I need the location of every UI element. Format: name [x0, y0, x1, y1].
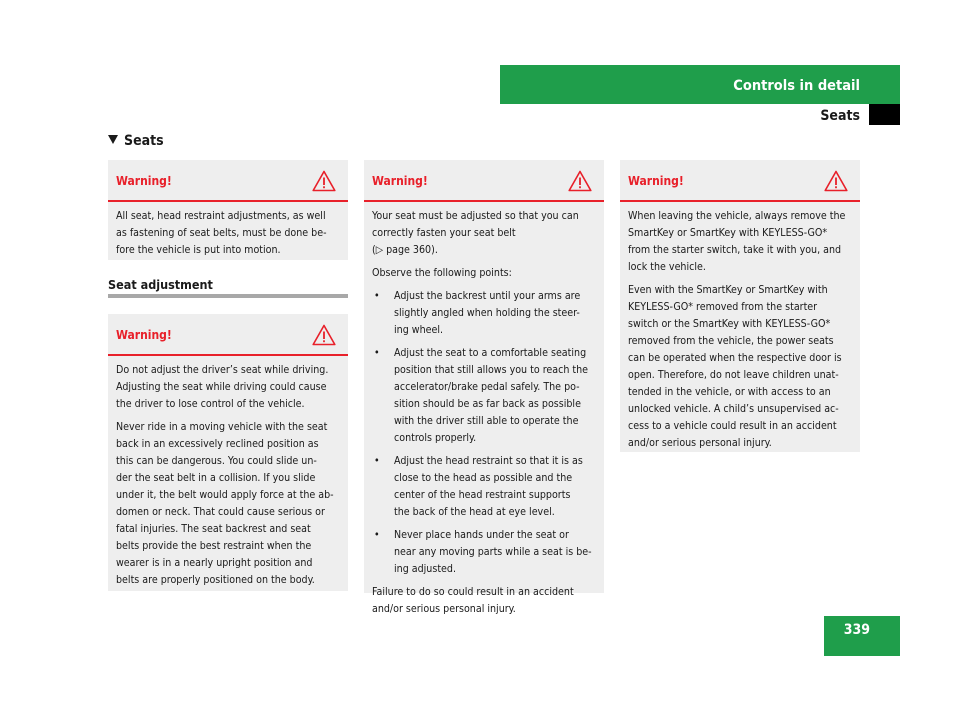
warning-title: Warning! — [116, 174, 172, 188]
chapter-title: Controls in detail — [733, 78, 860, 94]
warning-paragraph: Do not adjust the driver’s seat while driving. Adjusting the seat while driving could cause the driver to lose control of the vehicle. — [116, 364, 329, 410]
bullet: • — [374, 290, 380, 302]
subsection-heading: Seat adjustment — [108, 277, 213, 292]
warning-lead: Observe the following points: — [372, 267, 512, 279]
list-item: • Adjust the head restraint so that it is as close to the head as possible and the center of the head restraint supports the back of the head at eye level. — [374, 455, 583, 518]
bullet: • — [374, 455, 380, 467]
warning-box-1 — [108, 160, 348, 260]
warning-paragraph: Never ride in a moving vehicle with the seat back in an excessively reclined position as this can be dangerous. You could slide un- der the seat belt in a collision. If you slide under it, the belt would apply force at the ab- domen or neck. That could cause serious or fatal injuries. The seat backrest and seat belts provide the best restraint when the wearer is in a nearly upright position and belts are properly positioned on the body. — [116, 421, 334, 586]
warning-header — [364, 160, 604, 202]
page-reference: (▷ page 360). — [372, 244, 438, 256]
warning-paragraph: Failure to do so could result in an accident and/or serious personal injury. — [372, 586, 574, 615]
warning-body — [620, 202, 860, 466]
triangle-down-icon — [108, 135, 118, 144]
warning-box-4 — [620, 160, 860, 452]
bullet: • — [374, 347, 380, 359]
warning-title: Warning! — [372, 174, 428, 188]
subsection-rule — [108, 294, 348, 298]
chapter-subtitle: Seats — [820, 108, 860, 124]
warning-paragraph: Your seat must be adjusted so that you can correctly fasten your seat belt (▷ page 360). — [372, 208, 596, 259]
warning-triangle-icon — [312, 324, 336, 346]
warning-header — [620, 160, 860, 202]
warning-triangle-icon — [312, 170, 336, 192]
warning-paragraph: Even with the SmartKey or SmartKey with KEYLESS-GO* removed from the starter switch or the SmartKey with KEYLESS-GO* removed from the vehicle, the power seats can be operated when the respective door is open. Therefore, do not leave children unat- tended in the vehicle, or with access to an unlocked vehicle. A child’s unsupervised ac- cess to a vehicle could result in an accident and/or serious personal injury. — [628, 284, 842, 449]
list-item: • Never place hands under the seat or near any moving parts while a seat is be- ing adjusted. — [374, 529, 592, 575]
warning-body — [364, 202, 604, 632]
warning-title: Warning! — [628, 174, 684, 188]
warning-title: Warning! — [116, 328, 172, 342]
warning-header — [108, 160, 348, 202]
bullet: • — [374, 529, 380, 541]
section-heading — [108, 133, 164, 149]
warning-box-3 — [364, 160, 604, 615]
warning-body — [108, 202, 348, 273]
header-marker — [869, 104, 900, 125]
list-item: • Adjust the backrest until your arms are slightly angled when holding the steer- ing wheel. — [374, 290, 581, 336]
warning-triangle-icon — [824, 170, 848, 192]
list-item: • Adjust the seat to a comfortable seating position that still allows you to reach the accelerator/brake pedal safely. The po- sition should be as far back as possible with the driver still able to operate the controls properly. — [374, 347, 589, 444]
warning-body — [108, 356, 348, 603]
warning-triangle-icon — [568, 170, 592, 192]
warning-paragraph: All seat, head restraint adjustments, as well as fastening of seat belts, must be done be- fore the vehicle is put into motion. — [116, 210, 327, 256]
warning-paragraph: When leaving the vehicle, always remove the SmartKey or SmartKey with KEYLESS-GO* from the starter switch, take it with you, and lock the vehicle. — [628, 210, 846, 273]
page-number: 339 — [824, 616, 900, 656]
warning-box-2 — [108, 314, 348, 591]
warning-header — [108, 314, 348, 356]
section-title: Seats — [124, 133, 164, 149]
